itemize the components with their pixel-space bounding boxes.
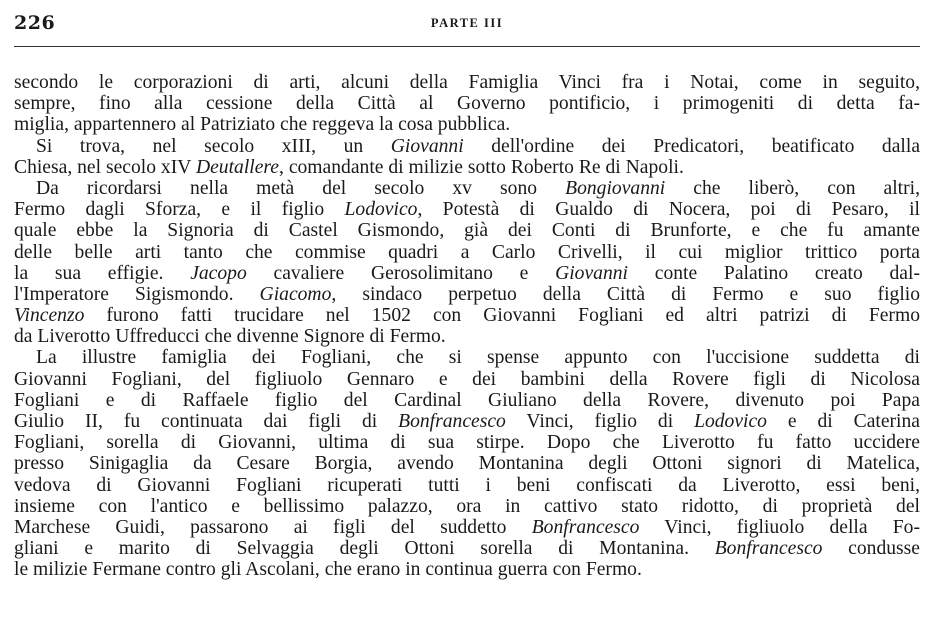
text-line: [14, 72, 920, 93]
text-run: che liberò, con altri,: [665, 177, 920, 199]
text-run: Fermo dagli Sforza, e il figlio: [14, 199, 345, 221]
text-line: [14, 453, 920, 474]
text-run: da Liverotto Uffreducci che divenne Signore di Fermo.: [14, 326, 446, 348]
text-line: [14, 136, 920, 157]
text-run: la sua effigie.: [14, 262, 191, 284]
italic-name: Bonfrancesco: [398, 411, 506, 432]
text-line: [14, 411, 920, 432]
text-line: [14, 93, 920, 114]
text-run: conte Palatino creato dal-: [628, 262, 920, 284]
text-line: [14, 326, 920, 347]
text-run: Marchese Guidi, passarono ai figli del suddetto: [14, 516, 532, 538]
text-line: [14, 114, 920, 135]
text-run: , comandante di milizie sotto Roberto Re di Napoli.: [279, 156, 684, 178]
header-rule: [14, 46, 920, 47]
text-run: presso Sinigaglia da Cesare Borgia, avendo Montanina degli Ottoni signori di Matelica,: [14, 453, 920, 475]
text-line: [14, 517, 920, 538]
italic-name: Lodovico: [344, 199, 418, 221]
italic-name: Deutallere: [195, 156, 280, 178]
text-line: [14, 220, 920, 241]
text-line: [14, 475, 920, 496]
text-line: [14, 242, 920, 263]
italic-name: Bonfrancesco: [531, 516, 640, 538]
text-run: Giovanni Fogliani, del figliuolo Gennaro e dei bambini della Rovere figli di Nicolosa: [14, 368, 920, 390]
text-run: l'Imperatore Sigismondo.: [14, 283, 260, 305]
page-number: 226: [14, 12, 56, 34]
italic-name: Lodovico: [694, 411, 767, 432]
text-line: [14, 559, 920, 580]
text-line: [14, 496, 920, 517]
text-run: Chiesa, nel secolo xIV: [14, 156, 196, 178]
text-line: [14, 284, 920, 305]
text-run: Da ricordarsi nella metà del secolo xv sono: [36, 177, 566, 199]
text-run: gliani e marito di Selvaggia degli Ottoni sorella di Montanina.: [14, 538, 715, 560]
text-line: [14, 369, 920, 390]
text-run: sempre, fino alla cessione della Città al Governo pontificio, i primogeniti di detta fa-: [14, 93, 920, 115]
text-run: Fogliani, sorella di Giovanni, ultima di sua stirpe. Dopo che Liverotto fu fatto uccidere: [14, 432, 920, 454]
italic-name: Bongiovanni: [565, 177, 666, 199]
text-line: [14, 157, 920, 178]
text-run: La illustre famiglia dei Fogliani, che si spense appunto con l'uccisione suddetta di: [36, 347, 920, 369]
text-run: Vinci, figliuolo della Fo-: [639, 516, 920, 538]
text-line: [14, 432, 920, 453]
text-run: Fogliani e di Raffaele figlio del Cardinal Giuliano della Rovere, divenuto poi Papa: [14, 389, 920, 411]
body-text: [14, 72, 920, 581]
text-run: secondo le corporazioni di arti, alcuni della Famiglia Vinci fra i Notai, come in seguito,: [14, 72, 920, 93]
text-run: le milizie Fermane contro gli Ascolani, che erano in continua guerra con Fermo.: [14, 559, 642, 581]
text-run: cavaliere Gerosolimitano e: [246, 262, 556, 284]
text-line: [14, 390, 920, 411]
italic-name: Giovanni: [390, 135, 464, 157]
text-line: [14, 199, 920, 220]
running-head: PARTE III: [430, 16, 504, 30]
text-run: miglia, appartennero al Patriziato che reggeva la cosa pubblica.: [14, 114, 511, 136]
text-run: quale ebbe la Signoria di Castel Gismondo, già dei Conti di Brunforte, e che fu amante: [14, 220, 920, 242]
text-run: Giulio II, fu continuata dai figli di: [14, 411, 399, 432]
text-line: [14, 538, 920, 559]
text-line: [14, 178, 920, 199]
text-line: [14, 347, 920, 368]
text-line: [14, 263, 920, 284]
text-run: Vinci, figlio di: [505, 411, 695, 432]
text-run: delle belle arti tanto che commise quadri a Carlo Crivelli, il cui miglior trittico porta: [14, 241, 920, 263]
text-run: dell'ordine dei Predicatori, beatificato dalla: [463, 135, 920, 157]
text-run: , sindaco perpetuo della Città di Fermo e suo figlio: [331, 283, 920, 305]
text-run: e di Caterina: [766, 411, 920, 432]
page-header: [14, 10, 920, 40]
text-run: Si trova, nel secolo xIII, un: [36, 135, 391, 157]
text-run: , Potestà di Gualdo di Nocera, poi di Pesaro, il: [417, 199, 920, 221]
italic-name: Jacopo: [190, 262, 247, 284]
italic-name: Giacomo: [259, 283, 332, 305]
text-run: insieme con l'antico e bellissimo palazzo, ora in cattivo stato ridotto, di proprietà del: [14, 495, 920, 517]
italic-name: Bonfrancesco: [714, 538, 823, 560]
italic-name: Giovanni: [555, 262, 628, 284]
italic-name: Vincenzo: [14, 305, 85, 327]
text-run: condusse: [822, 538, 920, 560]
text-run: furono fatti trucidare nel 1502 con Giovanni Fogliani ed altri patrizi di Fermo: [84, 305, 920, 327]
text-line: [14, 305, 920, 326]
text-run: vedova di Giovanni Fogliani ricuperati tutti i beni confiscati da Liverotto, essi beni,: [14, 474, 920, 496]
